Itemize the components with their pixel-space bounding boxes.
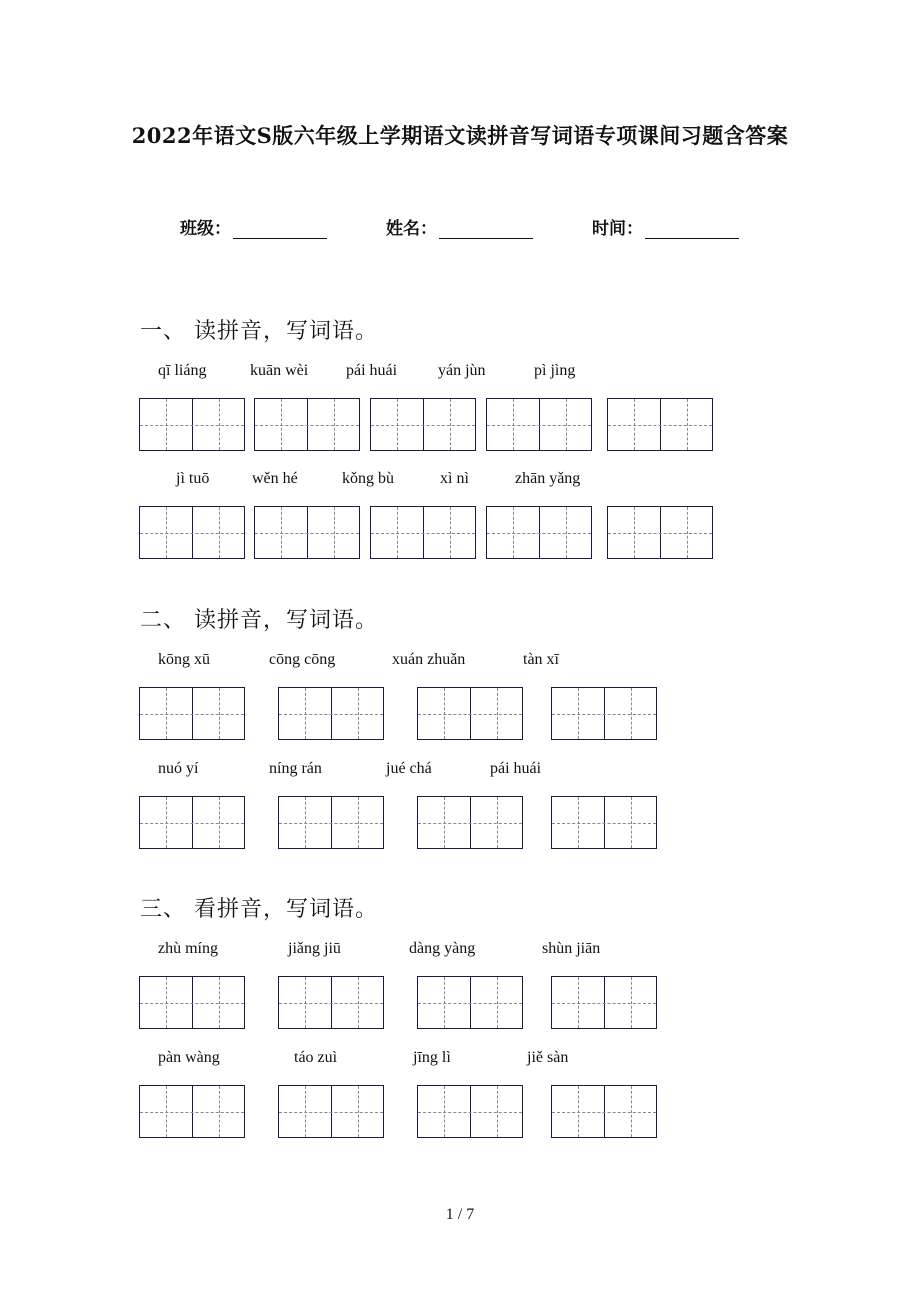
writing-box[interactable] <box>254 506 360 559</box>
writing-box[interactable] <box>278 976 384 1029</box>
name-label: 姓名： <box>386 219 437 239</box>
writing-box[interactable] <box>139 796 245 849</box>
pinyin-label: qī liáng <box>158 362 207 379</box>
pinyin-label: nuó yí <box>158 760 199 777</box>
writing-box[interactable] <box>607 398 713 451</box>
section-2-title: 二、 读拼音，写词语。 <box>140 608 378 633</box>
pinyin-label: xì nì <box>440 470 469 487</box>
pinyin-label: jīng lì <box>413 1049 451 1066</box>
pinyin-label: jué chá <box>386 760 432 777</box>
pinyin-label: xuán zhuǎn <box>392 651 466 668</box>
page-number: 1 / 7 <box>445 1206 475 1223</box>
class-blank[interactable] <box>233 222 327 239</box>
section-3-title: 三、 看拼音，写词语。 <box>140 897 378 922</box>
pinyin-label: kuān wèi <box>250 362 309 379</box>
pinyin-label: táo zuì <box>294 1049 338 1066</box>
pinyin-label: dàng yàng <box>409 940 476 957</box>
writing-box[interactable] <box>139 687 245 740</box>
writing-box[interactable] <box>417 687 523 740</box>
writing-box[interactable] <box>278 796 384 849</box>
pinyin-label: pì jìng <box>534 362 576 379</box>
pinyin-label: jiǎng jiū <box>288 940 341 957</box>
pinyin-label: níng rán <box>269 760 322 777</box>
writing-box[interactable] <box>486 398 592 451</box>
pinyin-label: yán jùn <box>438 362 486 379</box>
writing-box[interactable] <box>254 398 360 451</box>
time-label: 时间： <box>592 219 643 239</box>
writing-box[interactable] <box>551 976 657 1029</box>
pinyin-label: cōng cōng <box>269 651 336 668</box>
writing-box[interactable] <box>370 506 476 559</box>
writing-box[interactable] <box>417 796 523 849</box>
section-1-title: 一、 读拼音，写词语。 <box>140 319 378 344</box>
writing-box[interactable] <box>607 506 713 559</box>
pinyin-label: zhān yǎng <box>515 470 581 487</box>
name-field <box>386 214 533 239</box>
writing-box[interactable] <box>551 1085 657 1138</box>
name-blank[interactable] <box>439 222 533 239</box>
writing-box[interactable] <box>278 687 384 740</box>
pinyin-label: jiě sàn <box>527 1049 569 1066</box>
writing-box[interactable] <box>139 506 245 559</box>
writing-box[interactable] <box>486 506 592 559</box>
pinyin-label: pái huái <box>490 760 542 777</box>
writing-box[interactable] <box>551 687 657 740</box>
writing-box[interactable] <box>139 398 245 451</box>
pinyin-label: wěn hé <box>252 470 298 487</box>
pinyin-label: shùn jiān <box>542 940 601 957</box>
writing-box[interactable] <box>139 1085 245 1138</box>
writing-box[interactable] <box>417 976 523 1029</box>
writing-box[interactable] <box>551 796 657 849</box>
time-blank[interactable] <box>645 222 739 239</box>
page-title: 2022年语文S版六年级上学期语文读拼音写词语专项课间习题含答案 <box>131 123 789 148</box>
pinyin-label: kǒng bù <box>342 470 394 487</box>
time-field <box>592 214 739 239</box>
pinyin-label: pàn wàng <box>158 1049 220 1066</box>
pinyin-label: tàn xī <box>523 651 559 668</box>
writing-box[interactable] <box>139 976 245 1029</box>
writing-box[interactable] <box>278 1085 384 1138</box>
pinyin-label: pái huái <box>346 362 398 379</box>
pinyin-label: kōng xū <box>158 651 210 668</box>
writing-box[interactable] <box>370 398 476 451</box>
writing-box[interactable] <box>417 1085 523 1138</box>
pinyin-label: zhù míng <box>158 940 218 957</box>
pinyin-label: jì tuō <box>176 470 210 487</box>
class-field <box>180 214 327 239</box>
class-label: 班级： <box>180 219 231 239</box>
